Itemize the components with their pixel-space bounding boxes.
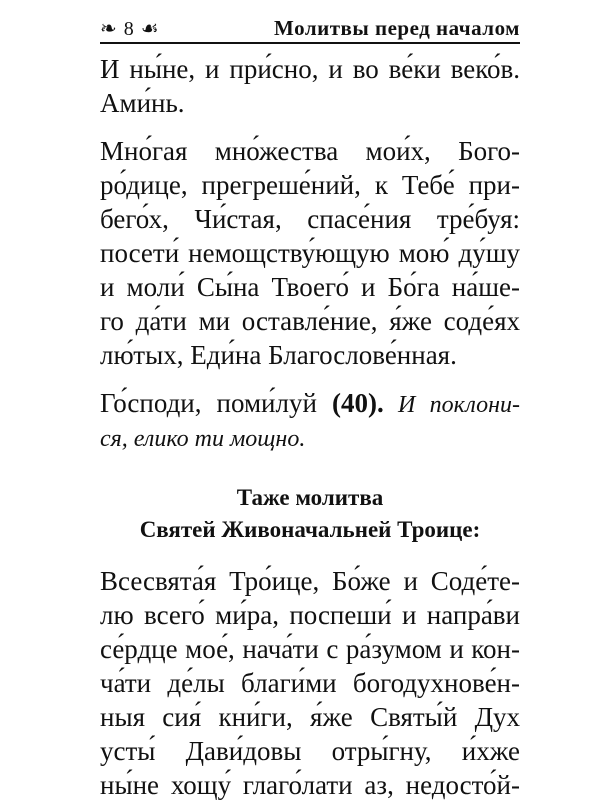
paragraph-theotokos-prayer xyxy=(100,134,520,372)
text-line: Мно́гая мно́жества мои́х, Бого- xyxy=(100,136,520,166)
text-line: ча́ти де́лы благи́ми богодухнове́н- xyxy=(100,668,520,698)
text-line: бего́х, Чи́стая, спасе́ния тре́буя: xyxy=(100,204,520,234)
page-header xyxy=(100,10,520,44)
text-line: ныя сия́ кни́ги, я́же Святы́й Дух xyxy=(100,702,520,732)
text-line: лю́тых, Еди́на Благослове́нная. xyxy=(100,340,457,370)
section-title-line: Таже молитва xyxy=(236,485,384,510)
text-line xyxy=(100,386,520,422)
section-title-line: Святей Живоначальней Троице: xyxy=(139,517,481,542)
lord-have-mercy-text: Го́споди, поми́луй xyxy=(100,388,332,418)
paragraph-lord-have-mercy xyxy=(100,386,520,456)
text-line: ро́дице, прегреше́ний, к Тебе́ при- xyxy=(100,170,520,200)
ornament-left-icon: ❧ xyxy=(100,18,124,40)
text-line: лю всего́ ми́ра, поспеши́ и напра́ви xyxy=(100,600,520,630)
section-title xyxy=(100,482,520,546)
rubric-text: И поклони- xyxy=(383,392,520,418)
page-number xyxy=(100,16,160,41)
paragraph-trinity-prayer xyxy=(100,564,520,802)
paragraph-amen xyxy=(100,52,520,120)
text-line: го да́ти ми оставле́ние, я́же соде́ях xyxy=(100,306,520,336)
page-content xyxy=(100,52,520,802)
repeat-count: (40). xyxy=(331,388,384,418)
text-line: посети́ немощству́ющую мою́ ду́шу xyxy=(100,238,520,268)
rubric-text-line: ся, елико ти мощно. xyxy=(100,426,306,452)
text-line: Ами́нь. xyxy=(100,88,185,118)
text-line: и моли́ Сы́на Твоего́ и Бо́га на́ше- xyxy=(100,272,520,302)
running-title: Молитвы перед началом xyxy=(274,16,520,40)
ornament-right-icon: ☙ xyxy=(134,18,160,40)
header-rule xyxy=(100,42,520,44)
text-line: И ны́не, и при́сно, и во ве́ки веко́в. xyxy=(100,54,520,84)
text-line: усты́ Дави́довы отры́гну, и́хже xyxy=(100,736,520,766)
text-line: Всесвята́я Тро́ице, Бо́же и Соде́те- xyxy=(100,566,520,596)
page-number-value: 8 xyxy=(123,18,135,40)
text-line: ны́не хощу́ глаго́лати аз, недосто́й- xyxy=(100,770,520,800)
text-line: се́рдце мое́, нача́ти с ра́зумом и кон- xyxy=(100,634,520,664)
